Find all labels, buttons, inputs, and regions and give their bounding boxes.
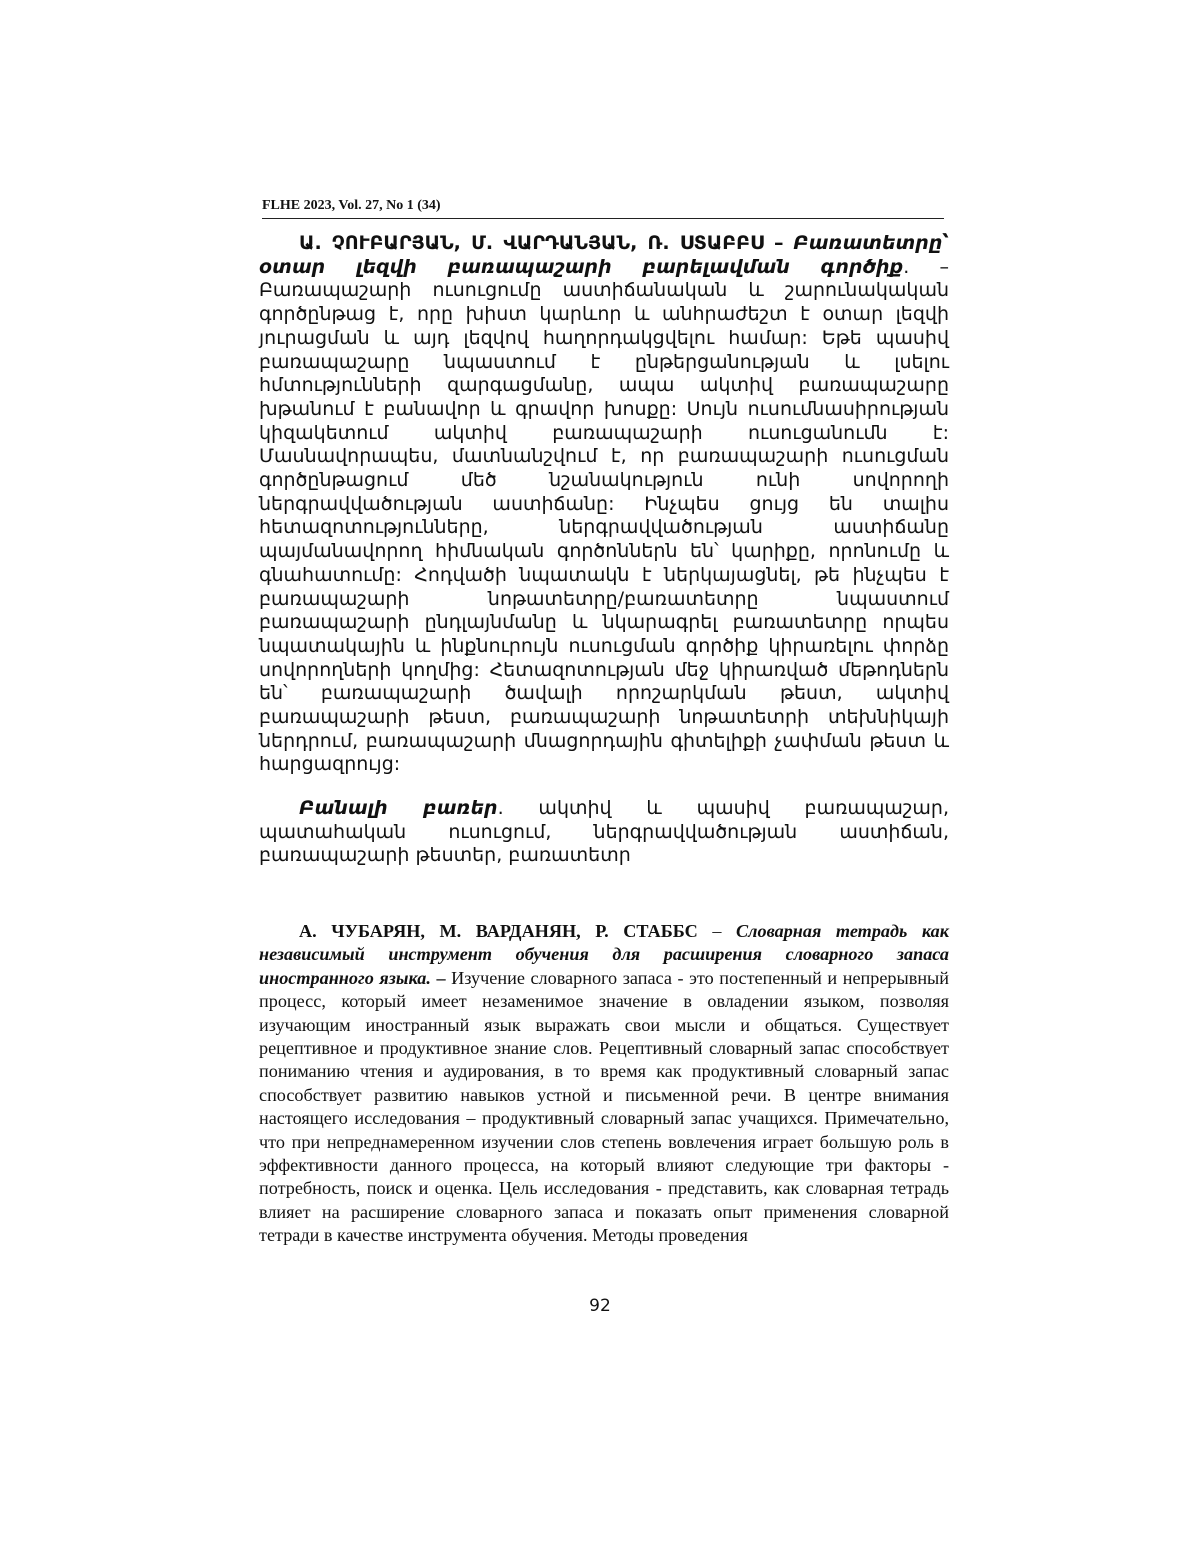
page-number: 92: [589, 1296, 611, 1316]
russian-separator: –: [697, 921, 737, 941]
armenian-keywords: [259, 797, 949, 868]
running-header: FLHE 2023, Vol. 27, No 1 (34): [262, 198, 944, 219]
russian-title: Словарная тетрадь как независимый инструмент обучения для расширения словарного запаса иностранного языка.: [259, 921, 949, 988]
russian-dash: –: [430, 967, 452, 988]
russian-authors: А. ЧУБАРЯН, М. ВАРДАНЯН, Р. СТАББС: [299, 921, 698, 941]
armenian-title: Բառատետրը՝ օտար լեզվի բառապաշարի բարելավման գործիք: [259, 232, 949, 278]
keywords-text: . ակտիվ և պասիվ բառապաշար, պատահական ուսուցում, ներգրավվածության աստիճան, բառապաշարի թեստեր, բառատետր: [259, 797, 949, 867]
armenian-authors: Ա. ՉՈՒԲԱՐՅԱՆ, Մ. ՎԱՐԴԱՆՅԱՆ, Ռ. ՍՏԱԲԲՍ –: [299, 232, 784, 254]
armenian-abstract-body: . – Բառապաշարի ուսուցումը աստիճանական և շարունակական գործընթաց է, որը խիստ կարևոր և անհրաժեշտ է օտար լեզվի յուրացման և այդ լեզվով հաղորդակցվելու համար: Եթե պասիվ բառապաշարը նպաստում է ընթերցանության և լսելու հմտությունների զարգացմանը, ապա ակտիվ բառապաշարը խթանում է բանավոր և գրավոր խոսքը: Սույն ուսումնասիրության կիզակետում ակտիվ բառապաշարի ուսուցանումն է: Մասնավորապես, մատնանշվում է, որ բառապաշարի ուսուցման գործընթացում մեծ նշանակություն ունի սովորողի ներգրավվածության աստիճանը: Ինչպես ցույց են տալիս հետազոտությունները, ներգրավվածության աստիճանը պայմանավորող հիմնական գործոններն են՝ կարիքը, որոնումը և գնահատումը: Հոդվածի նպատակն է ներկայացնել, թե ինչպես է բառապաշարի նոթատետրը/բառատետրը նպաստում բառապաշարի ընդլայնմանը և նկարագրել բառատետրը որպես նպատակային և ինքնուրույն ուսուցման գործիք կիրառելու փորձը սովորողների կողմից: Հետազոտության մեջ կիրառված մեթոդներն են՝ բառապաշարի ծավալի որոշարկման թեստ, ակտիվ բառապաշարի թեստ, բառապաշարի նոթատետրի տեխնիկայի ներդրում, բառապաշարի մնացորդային գիտելիքի չափման թեստ և հարցազրույց:: [259, 255, 949, 776]
armenian-abstract: [259, 232, 949, 777]
russian-abstract-body: Изучение словарного запаса - это постепенный и непрерывный процесс, который имеет незаменимое значение в овладении языком, позволяя изучающим иностранный язык выражать свои мысли и общаться. Существует рецептивное и продуктивное знание слов. Рецептивный словарный запас способствует пониманию чтения и аудирования, в то время как продуктивный словарный запас способствует развитию навыков устной и письменной речи. В центре внимания настоящего исследования – продуктивный словарный запас учащихся. Примечательно, что при непреднамеренном изучении слов степень вовлечения играет большую роль в эффективности данного процесса, на который влияют следующие три факторы - потребность, поиск и оценка. Цель исследования - представить, как словарная тетрадь влияет на расширение словарного запаса и показать опыт применения словарной тетради в качестве инструмента обучения. Методы проведения: [259, 967, 950, 1246]
keywords-label: Բանալի բառեր: [299, 797, 498, 819]
russian-abstract: [259, 920, 949, 1248]
